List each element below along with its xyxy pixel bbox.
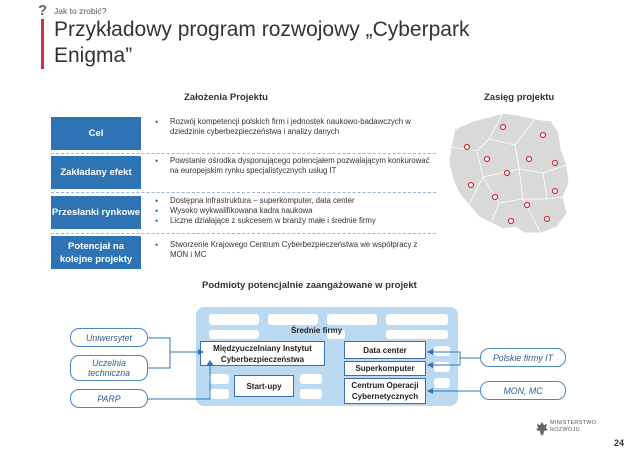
cluster-tile <box>268 314 318 325</box>
cluster-tile <box>300 389 322 399</box>
map-marker <box>527 157 532 162</box>
startups-box: Start-upy <box>234 375 294 397</box>
map-marker <box>525 203 530 208</box>
connector-line <box>148 338 198 352</box>
cluster-tile <box>300 374 322 384</box>
cluster-tile <box>209 330 259 339</box>
potential-bullets <box>155 240 435 260</box>
cluster-tile <box>386 314 448 325</box>
bullet-item: • Powstanie ośrodka dysponującego potencjałem pozwalającym konkurować na europejskim rynku specjalistycznych usług IT <box>155 156 435 176</box>
map-marker <box>553 161 558 166</box>
row-divider <box>51 153 436 154</box>
cluster-tile <box>386 330 448 339</box>
market-bullets <box>155 196 435 226</box>
ops-center-box: Centrum Operacji Cybernetycznych <box>344 378 426 404</box>
data-center-box: Data center <box>344 341 426 359</box>
pill-mon-mc: MON, MC <box>480 381 566 400</box>
map-marker <box>541 133 546 138</box>
effect-bullets <box>155 156 435 176</box>
map-marker <box>469 183 474 188</box>
breadcrumb: Jak to zrobić? <box>54 6 107 16</box>
map-marker <box>501 125 506 130</box>
pill-parp: PARP <box>70 389 148 408</box>
question-icon: ? <box>38 2 48 19</box>
label-goal <box>51 117 141 150</box>
supercomputer-box: Superkomputer <box>344 361 426 376</box>
row-divider <box>51 192 436 193</box>
label-potential-text: Potencjał na kolejne projekty <box>59 240 133 265</box>
cluster-tile <box>434 362 450 372</box>
pill-university: Uniwersytet <box>70 328 148 347</box>
pill-technical-university: Uczelnia techniczna <box>70 355 148 381</box>
bullet-item: • Wysoko wykwalifikowana kadra naukowa <box>155 206 435 216</box>
label-potential <box>51 236 141 269</box>
label-expected-effect <box>51 156 141 189</box>
bullet-item: • Liczne działające z sukcesem w branży małe i średnie firmy <box>155 216 435 226</box>
cluster-tile <box>209 314 259 325</box>
bullet-item: • Stworzenie Krajowego Centrum Cyberbezpieczeństwa we współpracy z MON i MC <box>155 240 435 260</box>
cluster-tile <box>209 374 229 384</box>
pill-polish-it-firms: Polskie firmy IT <box>480 348 566 367</box>
map-marker <box>465 145 470 150</box>
label-market-premises <box>51 196 141 229</box>
institute-box: Międzyuczelniany Instytut Cyberbezpieczeństwa <box>200 341 325 366</box>
label-expected-effect-text: Zakładany efekt <box>60 167 132 178</box>
map-marker <box>493 195 498 200</box>
map-marker <box>553 189 558 194</box>
label-goal-text: Cel <box>88 128 104 139</box>
cluster-tile <box>327 314 377 325</box>
bullet-item: • Rozwój kompetencji polskich firm i jednostek naukowo-badawczych w dziedzinie cyberbezpieczeństwa i analizy danych <box>155 117 435 137</box>
eagle-emblem-icon <box>536 421 548 437</box>
connector-line <box>148 352 170 368</box>
row-divider <box>51 233 436 234</box>
cluster-tile <box>209 389 229 399</box>
map-marker <box>485 157 490 162</box>
map-marker <box>545 217 550 222</box>
assumptions-heading: Założenia Projektu <box>184 92 268 103</box>
poland-map <box>443 107 578 242</box>
title-accent-bar <box>41 19 44 69</box>
bullet-item: • Dostępna infrastruktura – superkomputer, data center <box>155 196 435 206</box>
cluster-tile <box>434 346 450 356</box>
map-marker <box>505 171 510 176</box>
scope-heading: Zasięg projektu <box>484 92 555 103</box>
map-marker <box>509 219 514 224</box>
entities-heading: Podmioty potencjalnie zaangażowane w projekt <box>202 280 417 291</box>
goal-bullets <box>155 117 435 137</box>
ministry-logo-text: MINISTERSTWO ROZWOJU <box>550 420 597 433</box>
medium-firms-label: Średnie firmy <box>291 326 343 335</box>
page-number: 24 <box>613 438 624 448</box>
label-market-premises-text: Przesłanki rynkowe <box>51 207 141 218</box>
page-title: Przykładowy program rozwojowy „Cyberpark Enigma” <box>54 18 470 67</box>
cluster-tile <box>434 378 450 388</box>
